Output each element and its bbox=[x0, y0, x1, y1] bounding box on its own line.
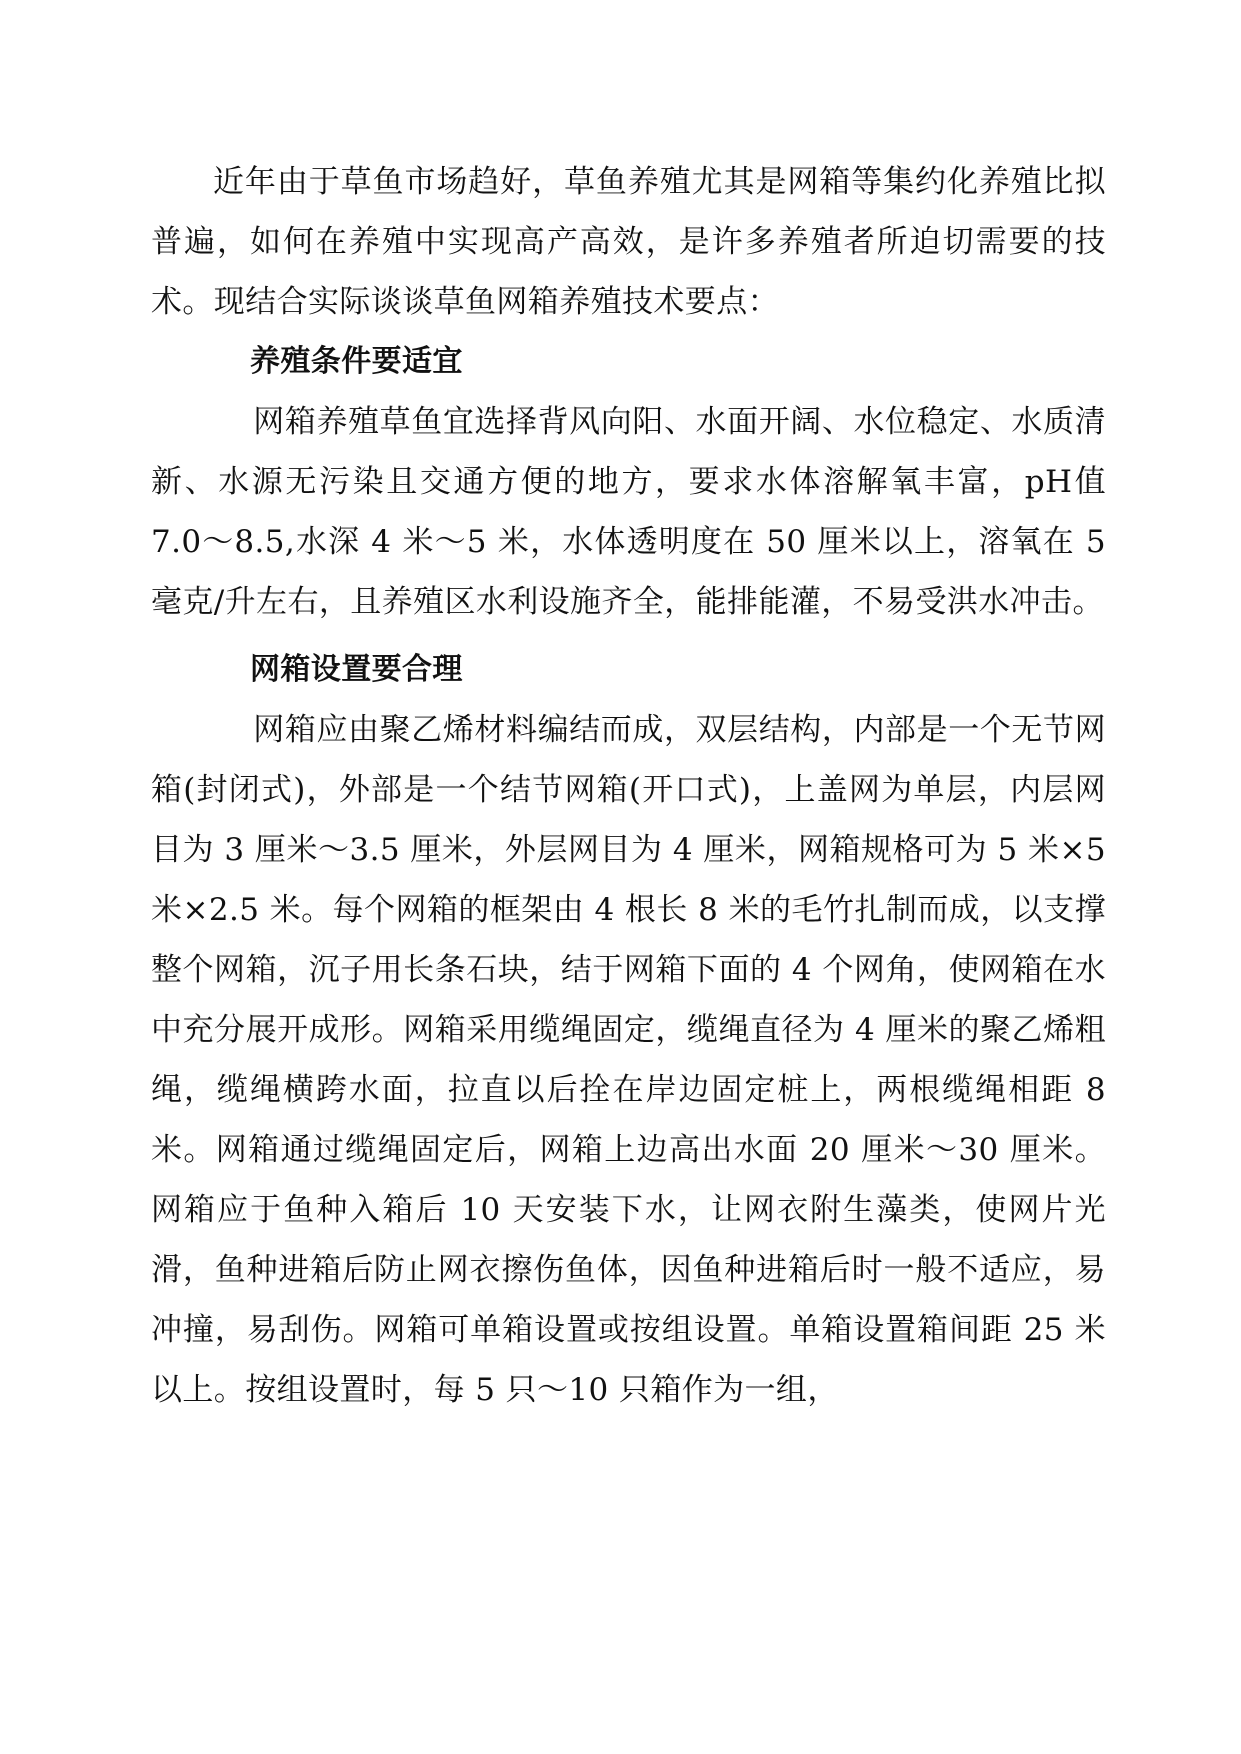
intro-paragraph: 近年由于草鱼市场趋好，草鱼养殖尤其是网箱等集约化养殖比拟普遍，如何在养殖中实现高产高效，是许多养殖者所迫切需要的技术。现结合实际谈谈草鱼网箱养殖技术要点： bbox=[151, 164, 1106, 320]
document-body bbox=[151, 152, 1106, 1420]
section-heading-cage-setup: 网箱设置要合理 bbox=[250, 652, 463, 687]
cage-setup-paragraph: 网箱应由聚乙烯材料编结而成，双层结构，内部是一个无节网箱(封闭式)，外部是一个结节网箱(开口式)，上盖网为单层，内层网目为 3 厘米～3.5 厘米，外层网目为 4 厘米，网箱规格可为 5 米×5 米×2.5 米。每个网箱的框架由 4 根长 8 米的毛竹扎制而成，以支撑整个网箱，沉子用长条石块，结于网箱下面的 4 个网角，使网箱在水中充分展开成形。网箱采用缆绳固定，缆绳直径为 4 厘米的聚乙烯粗绳，缆绳横跨水面，拉直以后拴在岸边固定桩上，两根缆绳相距 8 米。网箱通过缆绳固定后，网箱上边高出水面 20 厘米～30 厘米。网箱应于鱼种入箱后 10 天安装下水，让网衣附生藻类，使网片光滑，鱼种进箱后防止网衣擦伤鱼体，因鱼种进箱后时一般不适应，易冲撞，易刮伤。网箱可单箱设置或按组设置。单箱设置箱间距 25 米以上。按组设置时，每 5 只～10 只箱作为一组， bbox=[151, 712, 1106, 1408]
section-gap bbox=[151, 632, 1106, 640]
conditions-paragraph: 网箱养殖草鱼宜选择背风向阳、水面开阔、水位稳定、水质清新、水源无污染且交通方便的地方，要求水体溶解氧丰富，pH值 7.0～8.5,水深 4 米～5 米，水体透明度在 50 厘米以上，溶氧在 5 毫克/升左右，且养殖区水利设施齐全，能排能灌，不易受洪水冲击。 bbox=[151, 404, 1106, 620]
section-heading-conditions: 养殖条件要适宜 bbox=[250, 344, 463, 379]
